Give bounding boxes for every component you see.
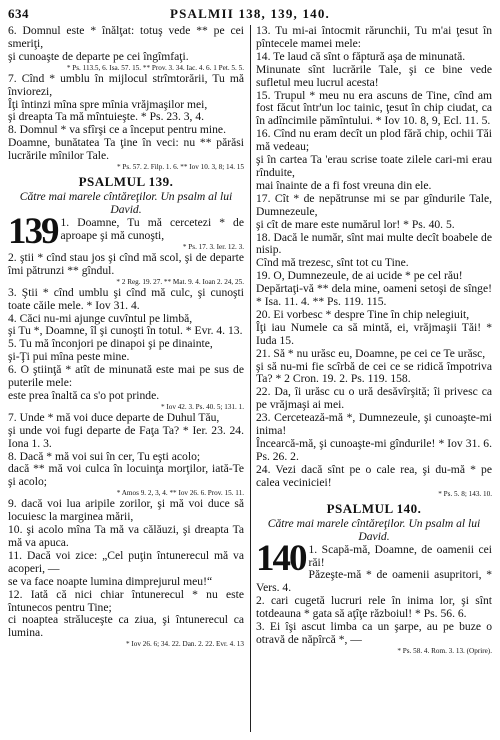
verse-line: 4. Căci nu-mi ajunge cuvîntul pe limbă, [8,311,193,325]
verse-line: 1. Doamne, Tu mă cercetezi * de aproape şi mă cunoşti, [60,216,244,242]
verse-line: 24. Vezi dacă sînt pe o cale rea, şi du-mă * pe calea veciniciei! [256,462,492,489]
verse-line: mai înainte de a fi fost vreuna din ele. [256,178,432,192]
psalm-heading: PSALMUL 140. [326,500,422,516]
verse-line: Cînd mă trezesc, sînt tot cu Tine. [256,256,409,270]
verse-line: şi-Ţi pui mîna peste mine. [8,350,130,364]
verse-line: 17. Cît * de nepătrunse mi se par gîndurile Tale, Dumnezeule, [256,191,492,218]
cross-reference: * Iov 42. 3. Ps. 40. 5; 131. 1. [160,402,244,411]
verse-line: 2. cari cugetă lucruri rele în inima lor, şi sînt totdeauna * gata să aţîţe războiul! * Ps. 56. 6. [256,594,492,621]
left-column [8,25,244,649]
page-header [8,6,492,24]
verse-line: 6. O ştiinţă * atît de minunată este mai pe sus de puterile mele: [8,363,244,390]
verse-line: 2. ştii * cînd stau jos şi cînd mă scol, şi de departe îmi pătrunzi ** gîndul. [8,250,244,277]
verse-line: Doamne, bunătatea Ta ţine în veci: nu ** părăsi lucrările mînilor Tale. [8,136,244,163]
cross-reference: * Amos 9. 2, 3, 4. ** Iov 26. 6. Prov. 15. 11. [116,489,244,498]
verse-line: 20. Ei vorbesc * despre Tine în chip nelegiuit, [256,307,470,321]
scripture-page [8,6,492,734]
psalm-opening [8,211,244,253]
verse-line: ci noaptea străluceşte ca ziua, şi întunerecul ca lumina. [8,613,244,640]
verse-line: 12. Iată că nici chiar întunerecul * nu este întunecos pentru Tine; [8,587,244,614]
verse-line: 21. Să * nu urăsc eu, Doamne, pe cei ce Te urăsc, [256,346,486,360]
verse-line: 8. Domnul * va sfîrşi ce a început pentru mine. [8,123,226,137]
verse-line: Îţi întinzi mîna spre mînia vrăjmaşilor mei, [8,97,208,111]
verse-line: 7. Unde * mă voi duce departe de Duhul Tău, [8,410,220,424]
psalm-opening [256,537,492,579]
verse-line: 8. Dacă * mă voi sui în cer, Tu eşti acolo; [8,449,201,463]
verse-line: 23. Cercetează-mă *, Dumnezeule, şi cunoaşte-mi inima! [256,411,492,438]
psalm-subtitle: Către mai marele cîntăreţilor. Un psalm al lui David. [19,190,233,217]
verse-line: şi unde voi fugi departe de Faţa Ta? * Ier. 23. 24. Iona 1. 3. [8,423,244,450]
verse-line: Încearcă-mă, şi cunoaşte-mi gîndurile! * Iov 31. 6. Ps. 26. 2. [256,437,492,463]
verse-line: 10. şi acolo mîna Ta mă va călăuzi, şi dreapta Ta mă va apuca. [8,523,244,549]
verse-line: şi Tu *, Doamne, îl şi cunoşti în totul. * Evr. 4. 13. [8,324,243,338]
verse-line: este prea înaltă ca s'o pot prinde. [8,388,160,402]
psalm-drop-number: 140 [256,537,306,579]
verse-line: dacă ** mă voi culca în locuinţa morţilor, iată-Te şi acolo; [8,462,244,489]
psalm-drop-number: 139 [8,211,58,253]
verse-line: şi cît de mare este numărul lor! * Ps. 40. 5. [256,217,455,231]
running-title: PSALMII 138, 139, 140. [169,6,331,21]
verse-line: 9. dacă voi lua aripile zorilor, şi mă voi duce să locuiesc la marginea mării, [8,497,244,524]
verse-line: Îţi iau Numele ca să mintă, ei, vrăjmaşii Tăi! * Iuda 15. [256,320,492,347]
verse-line: Păzeşte-mă * de oamenii asupritori, * Vers. 4. [256,568,492,595]
cross-reference: * Ps. 5. 8; 143. 10. [438,489,492,498]
verse-line: Minunate sînt lucrările Tale, şi ce bine vede sufletul meu lucrul acesta! [256,62,492,89]
cross-reference: * Ps. 58. 4. Rom. 3. 13. (Oprire). [397,646,492,655]
verse-line: 5. Tu mă înconjori pe dinapoi şi pe dinainte, [8,337,213,351]
verse-line: 1. Scapă-mă, Doamne, de oamenii cei răi! [308,542,492,569]
verse-line: 16. Cînd nu eram decît un plod fără chip, ochii Tăi mă vedeau; [256,127,492,154]
two-column-body [8,25,492,734]
psalm-subtitle: Către mai marele cîntăreţilor. Un psalm al lui David. [267,516,481,543]
verse-line: se va face noapte lumina dimprejurul meu!“ [8,574,213,588]
verse-line: 6. Domnul este * înălţat: totuş vede ** pe cei smeriţi, [8,24,244,50]
verse-line: 3. Ei îşi ascut limba ca un şarpe, au pe buze o otravă de năpîrcă *, — [256,620,492,646]
cross-reference: * Iov 26. 6; 34. 22. Dan. 2. 22. Evr. 4. 13 [126,640,244,649]
cross-reference: * Ps. 17. 3. Ier. 12. 3. [182,242,244,251]
page-number: 634 [8,6,29,21]
verse-line: 22. Da, îi urăsc cu o ură desăvîrşită; îi privesc ca pe vrăjmaşi ai mei. [256,385,492,412]
column-divider [250,25,251,732]
verse-line: 14. Te laud că sînt o făptură aşa de minunată. [256,49,466,63]
verse-line: 15. Trupul * meu nu era ascuns de Tine, cînd am fost făcut într'un loc tainic, ţesut în chip ciudat, ca în adîncimile pămîntului. * Iov 10. 8, 9, Ecl. 11. 5. [256,88,492,128]
cross-reference: * Ps. 57. 2. Filp. 1. 6. ** Iov 10. 3, 8; 14. 15 [117,163,244,172]
verse-line: 13. Tu mi-ai întocmit rărunchii, Tu m'ai ţesut în pîntecele mamei mele: [256,24,492,50]
verse-line: şi să nu-mi fie scîrbă de cei ce se ridică împotriva Ta? * 2 Cron. 19. 2. Ps. 119. 158. [256,359,492,386]
verse-line: 7. Cînd * umblu în mijlocul strîmtorării, Tu mă înviorezi, [8,71,244,98]
verse-line: 3. Ştii * cînd umblu şi cînd mă culc, şi cunoşti toate căile mele. * Iov 31. 4. [8,285,244,312]
cross-reference: * 2 Reg. 19. 27. ** Mat. 9. 4. Ioan 2. 24, 25. [116,277,244,286]
verse-line: 11. Dacă voi zice: „Cel puţin întunerecul mă va acoperi, — [8,548,244,575]
verse-line: şi cunoaşte de departe pe cei îngîmfaţi. [8,49,189,63]
verse-line: Depărtaţi-vă ** dela mine, oameni setoşi de sînge! * Isa. 11. 4. ** Ps. 119. 115. [256,282,492,309]
verse-line: şi dreapta Ta mă mîntuieşte. * Ps. 23. 3, 4. [8,110,205,124]
verse-line: şi în cartea Ta 'erau scrise toate zilele cari-mi erau rînduite, [256,153,492,179]
cross-reference: * Ps. 113.5, 6. Isa. 57. 15. ** Prov. 3. 34. Iac. 4. 6. 1 Pet. 5. 5. [66,63,244,72]
verse-line: 18. Dacă le număr, sînt mai multe decît boabele de nisip. [256,230,492,257]
verse-line: 19. O, Dumnezeule, de ai ucide * pe cel rău! [256,269,463,283]
psalm-heading: PSALMUL 139. [78,174,174,190]
right-column [256,25,492,656]
